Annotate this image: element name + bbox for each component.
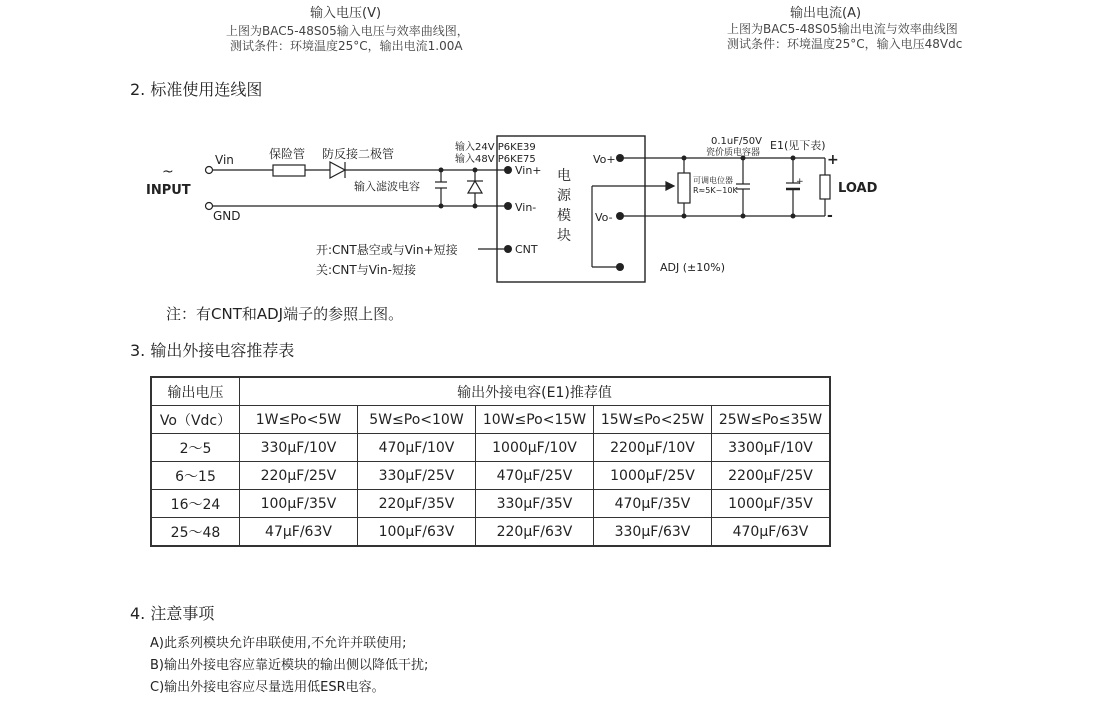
vin-minus-pin: [504, 202, 512, 210]
table-row: [151, 518, 830, 547]
notice-item: A)此系列模块允许串联使用,不允许并联使用;: [150, 636, 407, 651]
column-header: 5W≤Po<10W: [358, 406, 476, 434]
vin-plus-pin: [504, 166, 512, 174]
input-label: INPUT: [146, 183, 191, 198]
section4-title: 4. 注意事项: [130, 604, 215, 623]
table-subheader-row: [151, 406, 830, 434]
tvs-label-24v: 输入24V P6KE39: [455, 142, 536, 153]
table-row: [151, 490, 830, 518]
table-cell: 330μF/63V: [594, 518, 712, 547]
fuse-symbol: [273, 165, 305, 176]
table-cell: 470μF/10V: [358, 434, 476, 462]
table-cell: 2200μF/10V: [594, 434, 712, 462]
table-cell: 1000μF/35V: [712, 490, 831, 518]
table-header-row: [151, 377, 830, 406]
table-cell: 330μF/10V: [240, 434, 358, 462]
ceramic-cap-type-label: 瓷价质电容器: [706, 148, 761, 158]
pin-cnt-label: CNT: [515, 243, 538, 256]
cnt-pin: [504, 245, 512, 253]
pin-vo-minus-label: Vo-: [595, 211, 613, 224]
table-cell: 470μF/35V: [594, 490, 712, 518]
load-label: LOAD: [838, 181, 878, 196]
adj-label: ADJ (±10%): [660, 261, 725, 274]
pot-wiper-arrow: [666, 182, 674, 190]
fuse-label: 保险管: [269, 147, 306, 161]
section3-title: 3. 输出外接电容推荐表: [130, 341, 295, 360]
diode-symbol: [330, 162, 345, 178]
table-cell: 220μF/35V: [358, 490, 476, 518]
module-char-4: 块: [557, 228, 571, 244]
left-chart-caption-line1: 上图为BAC5-48S05输入电压与效率曲线图，: [226, 24, 469, 38]
pot-range-label: R≈5K~10K: [693, 186, 738, 195]
pin-vo-plus-label: Vo+: [593, 153, 616, 166]
column-header: 25W≤Po≤35W: [712, 406, 831, 434]
module-char-1: 电: [557, 168, 571, 184]
e1-polarity-plus: +: [796, 177, 804, 187]
cnt-on-label: 开:CNT悬空或与Vin+短接: [316, 243, 458, 257]
right-chart-axis-label: 输出电流(A): [790, 6, 862, 21]
tvs-label-48v: 输入48V P6KE75: [455, 154, 536, 165]
capacitor-recommendation-table: [150, 376, 831, 547]
vin-terminal: [206, 167, 213, 174]
table-cell: 470μF/25V: [476, 462, 594, 490]
pin-vin-plus-label: Vin+: [515, 164, 542, 177]
right-chart-caption-line2: 测试条件：环境温度25°C，输入电压48Vdc: [727, 37, 963, 51]
column-header: 1W≤Po<5W: [240, 406, 358, 434]
table-cell: 1000μF/25V: [594, 462, 712, 490]
table-cell: 3300μF/10V: [712, 434, 831, 462]
cnt-adj-note: 注：有CNT和ADJ端子的参照上图。: [166, 305, 404, 323]
header-recommended-cap: 输出外接电容(E1)推荐值: [240, 377, 831, 406]
vin-label: Vin: [215, 153, 234, 167]
notice-item: B)输出外接电容应靠近模块的输出侧以降低干扰;: [150, 658, 429, 673]
table-cell: 100μF/63V: [358, 518, 476, 547]
row-vo: 16～24: [151, 490, 240, 518]
table-row: [151, 462, 830, 490]
table-cell: 470μF/63V: [712, 518, 831, 547]
pin-vin-minus-label: Vin-: [515, 201, 537, 214]
notice-item: C)输出外接电容应尽量选用低ESR电容。: [150, 680, 385, 695]
adj-pin: [616, 263, 624, 271]
tvs-symbol: [468, 181, 482, 193]
diode-label: 防反接二极管: [322, 147, 395, 161]
subheader-vo: Vo（Vdc）: [151, 406, 240, 434]
load-minus: -: [827, 208, 833, 224]
ceramic-cap-label: 0.1uF/50V: [711, 136, 762, 147]
table-cell: 330μF/35V: [476, 490, 594, 518]
gnd-label: GND: [213, 209, 241, 223]
gnd-terminal: [206, 203, 213, 210]
potentiometer-symbol: [678, 173, 690, 203]
table-cell: 2200μF/25V: [712, 462, 831, 490]
table-cell: 100μF/35V: [240, 490, 358, 518]
column-header: 15W≤Po<25W: [594, 406, 712, 434]
left-chart-caption-line2: 测试条件：环境温度25°C，输出电流1.00A: [230, 39, 463, 53]
header-output-voltage: 输出电压: [151, 377, 240, 406]
left-chart-axis-label: 输入电压(V): [310, 6, 382, 21]
row-vo: 25～48: [151, 518, 240, 547]
module-char-2: 源: [557, 188, 571, 204]
wiring-diagram: [0, 0, 1096, 300]
load-symbol: [820, 175, 830, 199]
right-chart-caption-line1: 上图为BAC5-48S05输出电流与效率曲线图: [727, 22, 958, 36]
module-char-3: 模: [557, 208, 571, 224]
table-cell: 1000μF/10V: [476, 434, 594, 462]
vo-minus-pin: [616, 212, 624, 220]
e1-label: E1(见下表): [770, 139, 826, 152]
row-vo: 2～5: [151, 434, 240, 462]
filter-cap-label: 输入滤波电容: [354, 180, 420, 193]
section2-title: 2. 标准使用连线图: [130, 80, 263, 99]
row-vo: 6～15: [151, 462, 240, 490]
table-row: [151, 434, 830, 462]
table-cell: 220μF/63V: [476, 518, 594, 547]
load-plus: +: [827, 152, 839, 168]
cnt-off-label: 关:CNT与Vin-短接: [316, 263, 416, 277]
column-header: 10W≤Po<15W: [476, 406, 594, 434]
table-cell: 47μF/63V: [240, 518, 358, 547]
tilde-symbol: ~: [162, 164, 174, 180]
vo-plus-pin: [616, 154, 624, 162]
pot-label: 可调电位器: [693, 176, 733, 185]
table-cell: 330μF/25V: [358, 462, 476, 490]
table-cell: 220μF/25V: [240, 462, 358, 490]
